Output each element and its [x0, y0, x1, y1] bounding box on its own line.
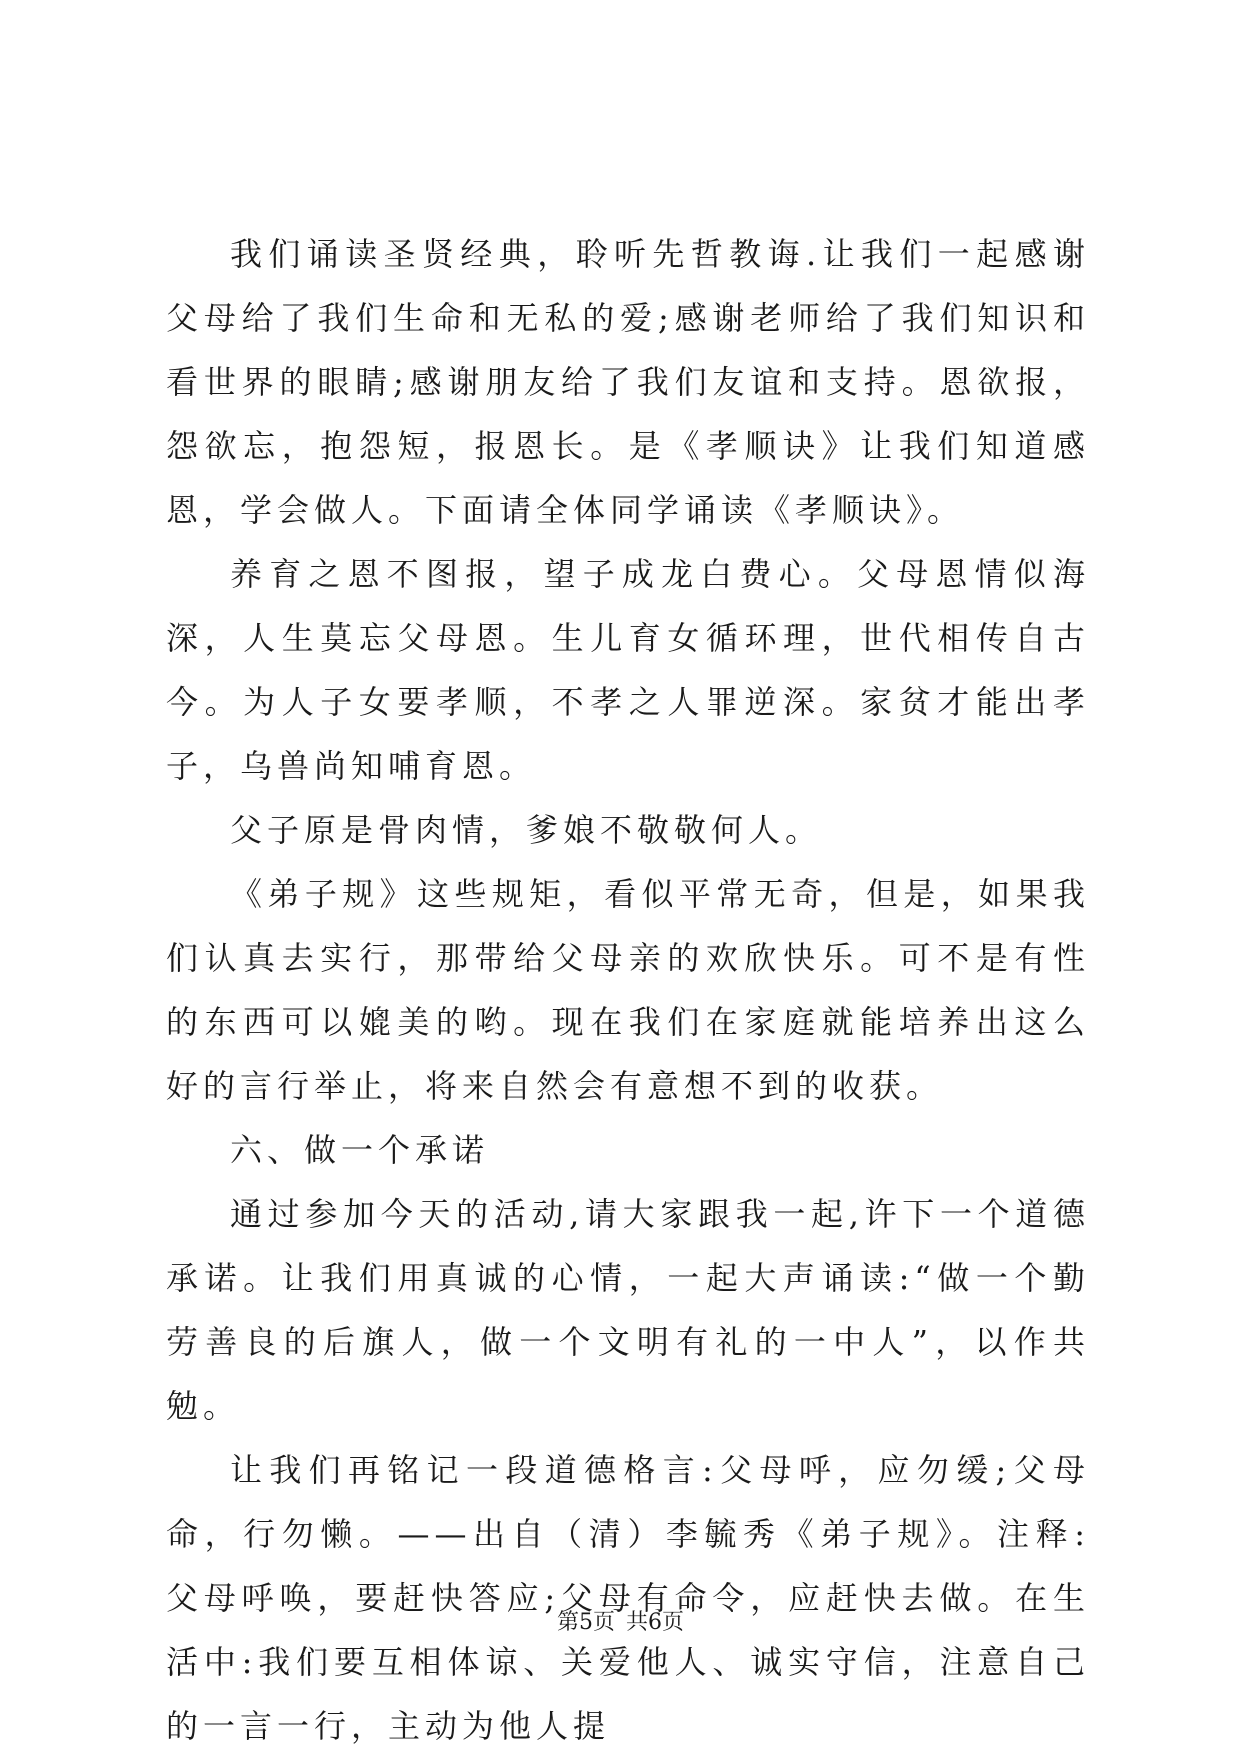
paragraph-filial-verse: 养育之恩不图报，望子成龙白费心。父母恩情似海深，人生莫忘父母恩。生儿育女循环理，世代相传自古今。为人子女要孝顺，不孝之人罪逆深。家贫才能出孝子，乌兽尚知哺育恩。 [166, 555, 1090, 785]
document-body [166, 222, 1090, 1758]
paragraph-promise: 通过参加今天的活动,请大家跟我一起,许下一个道德承诺。让我们用真诚的心情，一起大声诵读:“做一个勤劳善良的后旗人，做一个文明有礼的一中人”，以作共勉。 [166, 1195, 1090, 1425]
page-total: 共6页 [626, 1610, 684, 1635]
paragraph-motto: 让我们再铭记一段道德格言:父母呼，应勿缓;父母命，行勿懒。——出自（清）李毓秀《弟子规》。注释:父母呼唤，要赶快答应;父母有命令，应赶快去做。在生活中:我们要互相体谅、关爱他人、诚实守信，注意自己的一言一行，主动为他人提 [166, 1451, 1090, 1745]
page-footer [0, 1608, 1241, 1638]
page-number: 第5页 [557, 1610, 615, 1635]
paragraph-dizigui: 《弟子规》这些规矩，看似平常无奇，但是，如果我们认真去实行，那带给父母亲的欢欣快乐。可不是有性的东西可以媲美的哟。现在我们在家庭就能培养出这么好的言行举止，将来自然会有意想不到的收获。 [166, 875, 1090, 1105]
section-heading-promise: 六、做一个承诺 [230, 1131, 490, 1169]
paragraph-filial-verse-end: 父子原是骨肉情，爹娘不敬敬何人。 [230, 811, 823, 849]
paragraph-gratitude-intro: 我们诵读圣贤经典，聆听先哲教诲.让我们一起感谢父母给了我们生命和无私的爱;感谢老师给了我们知识和看世界的眼睛;感谢朋友给了我们友谊和支持。恩欲报，怨欲忘，抱怨短，报恩长。是《孝顺诀》让我们知道感恩，学会做人。下面请全体同学诵读《孝顺诀》。 [166, 235, 1090, 529]
